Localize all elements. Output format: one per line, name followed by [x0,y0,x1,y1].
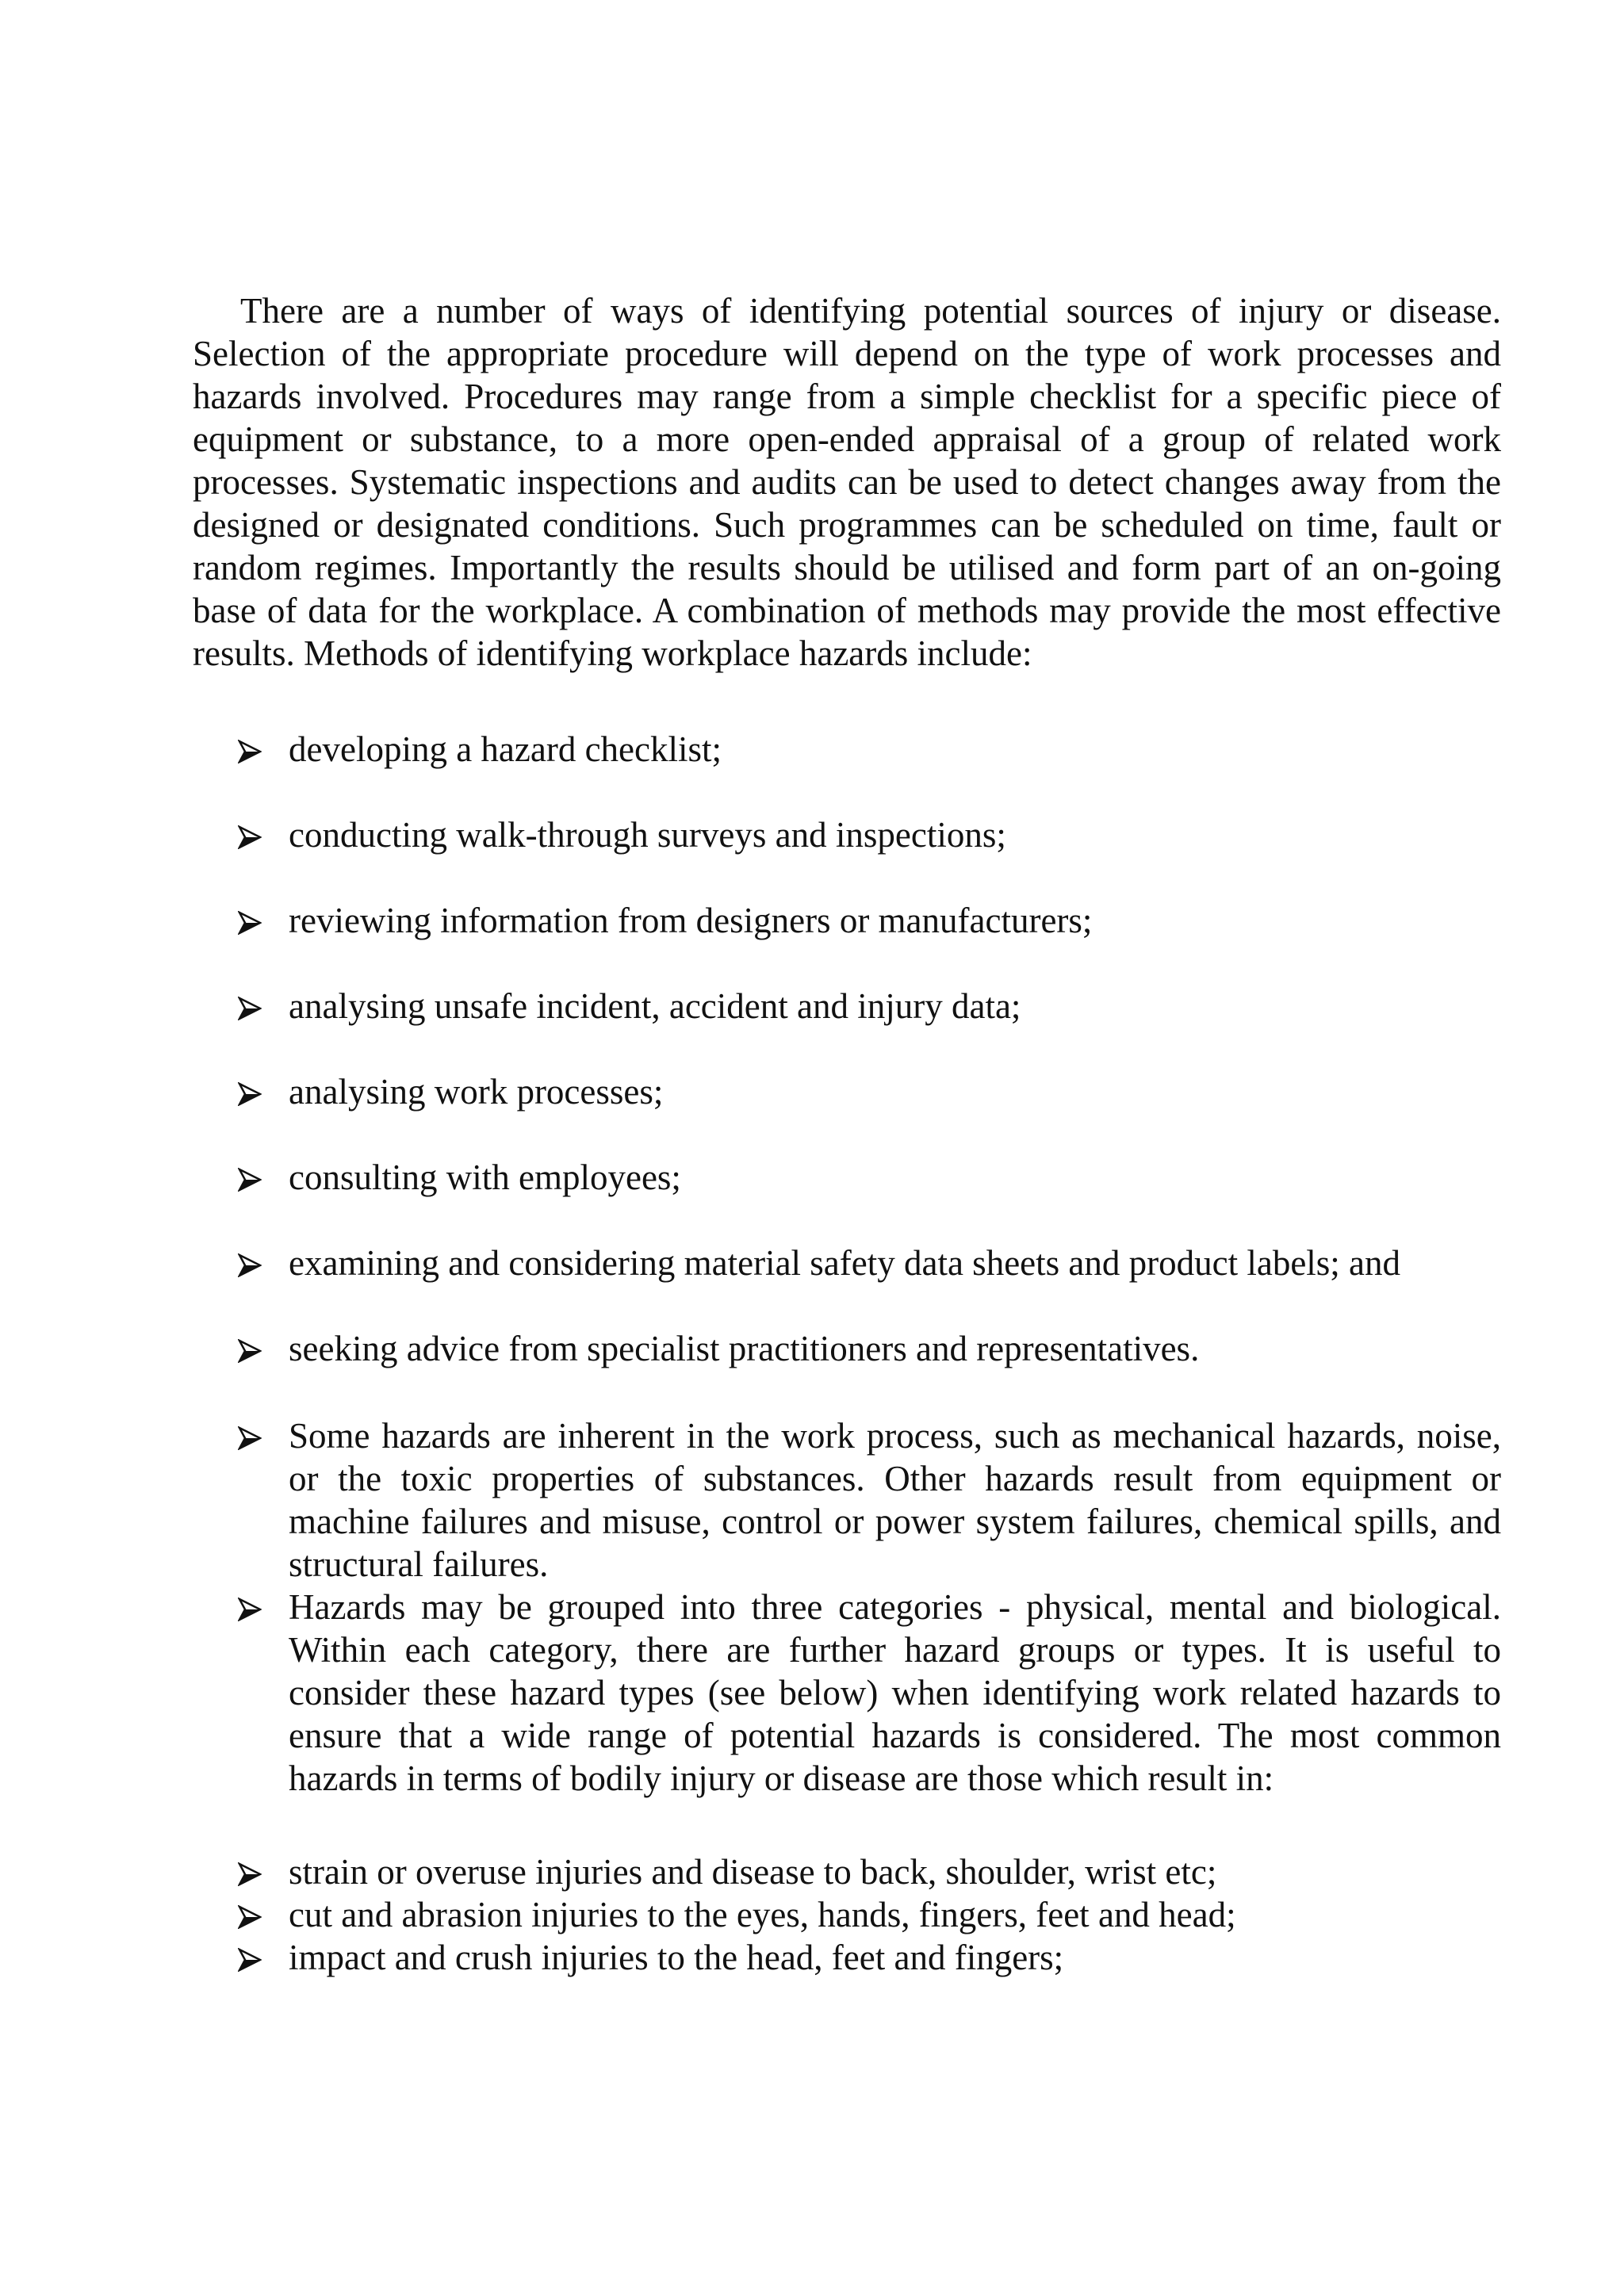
list-item-text: impact and crush injuries to the head, feet and fingers; [289,1938,1064,1977]
arrow-bullet-icon [238,825,262,849]
list-item [0,1414,1501,1586]
list-item [0,899,1501,942]
arrow-bullet-icon [238,1339,262,1363]
list-item [0,1893,1501,1936]
arrow-bullet-icon [238,997,262,1020]
arrow-bullet-icon [238,1168,262,1192]
arrow-bullet-icon [238,1253,262,1277]
arrow-bullet-icon [238,1426,262,1450]
list-item-text: Some hazards are inherent in the work process, such as mechanical hazards, noise, or the toxic properties of substances. Other hazards result from equipment or machine failures and misuse, control or power system failures, chemical spills, and structural failures. [289,1416,1501,1584]
list-item [0,1327,1501,1370]
intro-paragraph: There are a number of ways of identifying potential sources of injury or disease. Selection of the appropriate procedure will depend on the type of work processes and hazards involved. Procedures may range from a simple checklist for a specific piece of equipment or substance, to a more open-ended appraisal of a group of related work processes. Systematic inspections and audits can be used to detect changes away from the designed or designated conditions. Such programmes can be scheduled on time, fault or random regimes. Importantly the results should be utilised and form part of an on-going base of data for the workplace. A combination of methods may provide the most effective results. Methods of identifying workplace hazards include: [193,291,1501,673]
list-item-text: conducting walk-through surveys and inspections; [289,815,1006,855]
list-item [0,1156,1501,1199]
arrow-bullet-icon [238,1905,262,1929]
arrow-bullet-icon [238,1948,262,1972]
arrow-bullet-icon [238,1082,262,1106]
arrow-bullet-icon [238,1862,262,1886]
list-item-text: examining and considering material safety data sheets and product labels; and [289,1243,1401,1283]
list-item-text: Hazards may be grouped into three categories - physical, mental and biological. Within each category, there are further hazard groups or types. It is useful to consider these hazard types (see below) when identifying work related hazards to ensure that a wide range of potential hazards is considered. The most common hazards in terms of bodily injury or disease are those which result in: [289,1587,1501,1798]
list-item-text: seeking advice from specialist practitioners and representatives. [289,1329,1200,1368]
list-item [0,1850,1501,1893]
list-item-text: strain or overuse injuries and disease to back, shoulder, wrist etc; [289,1852,1217,1892]
list-item [0,1070,1501,1113]
list-item [0,985,1501,1027]
notes-list [0,1414,1624,1800]
list-item [0,728,1501,771]
list-item [0,1936,1501,1979]
list-item [0,813,1501,856]
injuries-list [0,1850,1624,1979]
arrow-bullet-icon [238,911,262,935]
list-item-text: reviewing information from designers or manufacturers; [289,901,1093,940]
list-item [0,1242,1501,1284]
list-item-text: cut and abrasion injuries to the eyes, hands, fingers, feet and head; [289,1895,1236,1934]
list-item [0,1586,1501,1800]
list-item-text: developing a hazard checklist; [289,729,722,769]
list-item-text: consulting with employees; [289,1158,681,1197]
arrow-bullet-icon [238,740,262,763]
list-item-text: analysing unsafe incident, accident and injury data; [289,986,1021,1026]
methods-list [0,728,1624,1370]
list-item-text: analysing work processes; [289,1072,664,1112]
arrow-bullet-icon [238,1598,262,1621]
